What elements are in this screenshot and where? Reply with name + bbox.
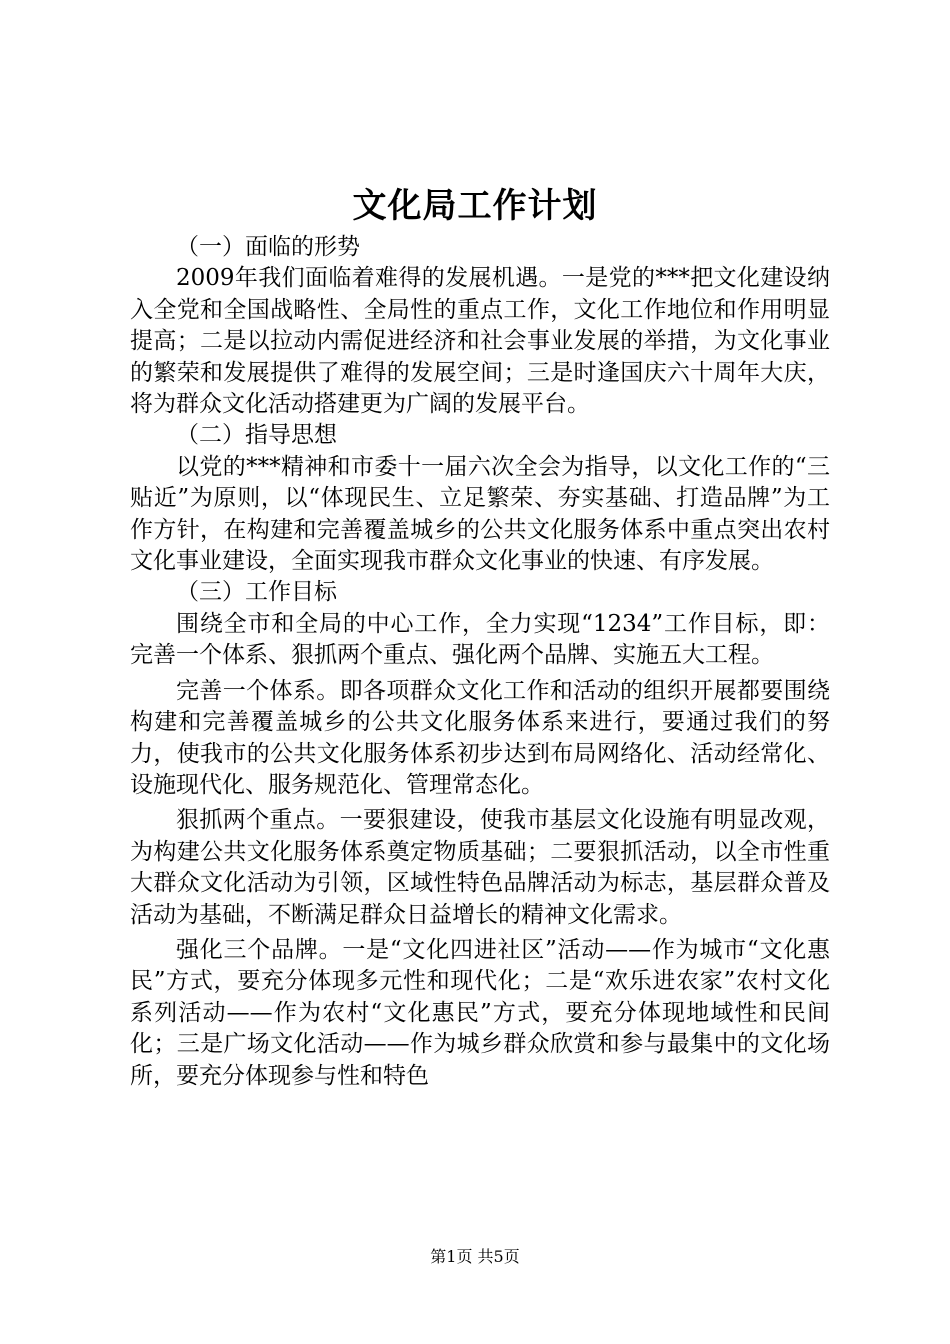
paragraph-system: 完善一个体系。即各项群众文化工作和活动的组织开展都要围绕构建和完善覆盖城乡的公共文化服务体系来进行，要通过我们的努力，使我市的公共文化服务体系初步达到布局网络化、活动经常化、设施现代化、服务规范化、管理常态化。 (130, 677, 830, 798)
document-title: 文化局工作计划 (352, 186, 598, 226)
section-heading-situation: （一）面临的形势 (176, 234, 360, 260)
paragraph-three-brands: 强化三个品牌。一是“文化四进社区”活动——作为城市“文化惠民”方式，要充分体现多元性和现代化；二是“欢乐进农家”农村文化系列活动——作为农村“文化惠民”方式，要充分体现地域性和民间化；三是广场文化活动——作为城乡群众欣赏和参与最集中的文化场所，要充分体现参与性和特色 (130, 936, 830, 1089)
page-footer: 第1页 共5页 (430, 1247, 520, 1266)
paragraph-situation: 2009年我们面临着难得的发展机遇。一是党的***把文化建设纳入全党和全国战略性、全局性的重点工作，文化工作地位和作用明显提高；二是以拉动内需促进经济和社会事业发展的举措，为文化事业的繁荣和发展提供了难得的发展空间；三是时逢国庆六十周年大庆，将为群众文化活动搭建更为广阔的发展平台。 (130, 265, 830, 418)
paragraph-work-goals: 围绕全市和全局的中心工作，全力实现“1234”工作目标，即：完善一个体系、狠抓两个重点、强化两个品牌、实施五大工程。 (130, 610, 830, 669)
section-heading-guiding-thought: （二）指导思想 (176, 422, 337, 449)
document-body (130, 232, 830, 1092)
section-heading-work-goals: （三）工作目标 (176, 579, 337, 606)
paragraph-two-focuses: 狠抓两个重点。一要狠建设，使我市基层文化设施有明显改观，为构建公共文化服务体系奠定物质基础；二要狠抓活动，以全市性重大群众文化活动为引领，区域性特色品牌活动为标志，基层群众普及活动为基础，不断满足群众日益增长的精神文化需求。 (130, 807, 830, 928)
paragraph-guiding-thought: 以党的***精神和市委十一届六次全会为指导，以文化工作的“三贴近”为原则，以“体现民生、立足繁荣、夯实基础、打造品牌”为工作方针，在构建和完善覆盖城乡的公共文化服务体系中重点突出农村文化事业建设，全面实现我市群众文化事业的快速、有序发展。 (130, 453, 830, 575)
